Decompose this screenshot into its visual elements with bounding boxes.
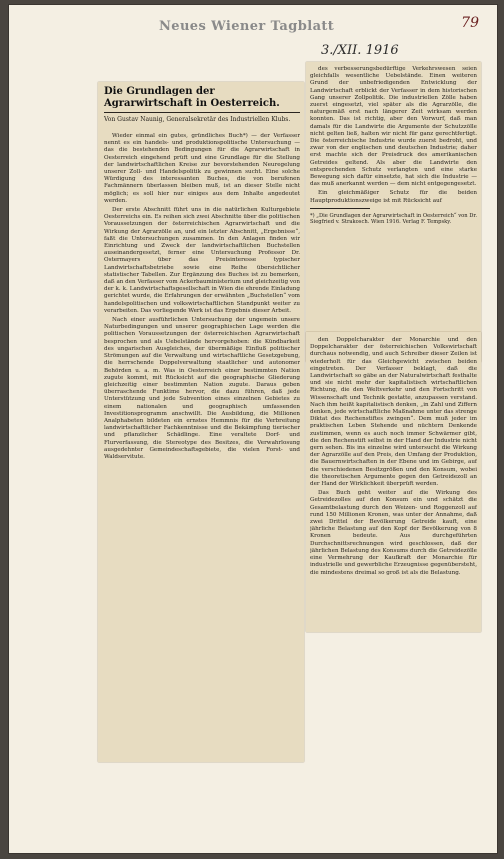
page-number: 79 [461,15,479,31]
paragraph: des verbesserungsbedürftige Verkehrswesen seien gleichfalls wesentliche Uebelstände. Einen weiteren Grund der unbefriedigenden Entwicklung der Landwirtschaft erblickt der Verfasser in dem historischen Gang unserer Zollpolitik. Die industriellen Zölle haben zuerst eingesetzt, viel später als die Agrarzölle, die naturgemäß erst nach längerer Zeit wirksam werden konnten. Das ist richtig, aber den Vorwurf, daß man damals für die Landwirte die Argumente der Schutzzölle nicht gelten ließ, halten wir nicht für ganz gerechtfertigt. Die österreichische Industrie wurde zuerst bedroht, und zwar von der englischen und deutschen Industrie; daher erst machte sich der Preisdruck des amerikanischen Getreides geltend. Als aber die Landwirte den entsprechenden Schutz verlangten und eine starke Bewegung sich dafür einsetzte, hat sich die Industrie — das muß anerkannt werden — dem nicht entgegengesetzt. [310,66,477,188]
footnote-rule [310,208,370,209]
handwritten-date: 3./XII. 1916 [321,43,399,58]
article-title: Die Grundlagen der Agrarwirtschaft in Oesterreich. [104,86,280,109]
paragraph: Ein gleichmäßiger Schutz für die beiden Hauptproduktionszweige ist mit Rücksicht auf [310,190,477,204]
right-bottom-text-column [310,337,477,629]
right-top-text-column [310,66,477,328]
title-divider [104,112,300,113]
footnote: *) „Die Grundlagen der Agrarwirtschaft in Oesterreich“ von Dr. Siegfried v. Strakosch. Wien 1916. Verlag F. Tempsky. [310,212,477,226]
paragraph: Das Buch geht weiter auf die Wirkung des Getreidezolles auf den Konsum ein und schätzt die Gesamtbelastung durch den Weizen- und Roggenzoll auf rund 150 Millionen Kronen, was unter der Annahme, daß zwei Drittel der Bevölkerung Getreide kauft, eine jährliche Belastung auf den Kopf der Bevölkerung von 8 Kronen bedeute. Aus durchgeführten Durchschnittsrechnungen wird geschlossen, daß der jährlichen Belastung des Konsums durch die Getreidezölle eine Vermehrung der Kaufkraft der Monarchie für industrielle und gewerbliche Erzeugnisse gegenübersteht, die mindestens dreimal so groß ist als die Belastung. [310,490,477,576]
paragraph: Der erste Abschnitt führt uns in die natürlichen Kulturgebiete Oesterreichs ein. Es reihen sich zwei Abschnitte über die politischen Voraussetzungen der österreichischen Agrarwirtschaft und die Wirkung der Agrarzölle an, und ein letzter Abschnitt, „Ergebnisse“, faßt die Untersuchungen zusammen. In den Anlagen finden wir Einrichtung und Zweck der landwirtschaftlichen Buchstellen auseinandergesetzt, ferner eine Untersuchung Professor Dr. Ostermayers über das Preisinteresse typischer Landwirtschaftsbetriebe sowie eine Reihe übersichtlicher statistischer Tabellen. Zur Ergänzung des Buches ist zu bemerken, daß an den Verfasser vom Ackerbauministerium und gleichzeitig von der k. k. Landwirtschaftsgesellschaft in Wien die ehrende Einladung gerichtet wurde, die Erfahrungen der erwähnten „Buchstellen“ vom handelspolitischen und volkswirtschaftlichen Standpunkt weiter zu verarbeiten. Das vorliegende Werk ist das Ergebnis dieser Arbeit. [104,207,300,314]
newspaper-title: Neues Wiener Tagblatt [159,19,335,34]
paragraph: den Doppelcharakter der Monarchie und den Doppelcharakter der österreichischen Volkswirtschaft durchaus notwendig, und auch Schreiber dieser Zeilen ist wiederholt für das Gleichgewicht zwischen beiden eingetreten. Der Verfasser beklagt, daß die Landwirtschaft so gäbe an der Naturalwirtschaft festhalte und sie nicht mehr der kapitalistisch wirtschaftlichen Richtung, die den Weltverkehr und den Fortschritt von Wissenschaft und Technik gestatte, anzupassen verstand. Nach ihm heißt kapitalistisch denken, „in Zahl und Ziffern denken, jede wirtschaftliche Maßnahme unter das strenge Diktat des Rechenstiftes zwingen“. Dem muß jeder im praktischen Leben Stehende und nüchtern Denkende zustimmen, wenn es auch noch immer Schwärmer gibt, die den Rechenstift selbst in der Hand der Industrie nicht gern sehen. Bis ins einzelne wird untersucht die Wirkung der Agrarzölle auf den Preis, den Umfang der Produktion, die Bauernwirtschaften in der Ebene und im Gebirge, auf die verschiedenen Besitzgrößen und den Konsum, wobei die theoretischen Argumente gegen den Getreidezoll an der Hand der Wirklichkeit überprüft werden. [310,337,477,488]
paragraph: Nach einer ausführlichen Untersuchung der ungemein unsere Naturbedingungen und unserer geographischen Lage werden die politischen Voraussetzungen der österreichischen Agrarwirtschaft besprochen und als Uebelstände hervorgehoben: die Kündbarkeit des ungarischen Ausgleiches, der übermäßige Einfluß politischer Strömungen auf die Verwaltung und wirtschaftliche Gesetzgebung, die herrschende Doppelverwaltung staatlicher und autonomer Behörden u. a. m. Was in Oesterreich einer bestimmten Nation zugute kommt, mit Rücksicht auf die geographische Gliederung gleichzeitig einer bestimmten Nation zugute. Daraus geben überraschende Funktime hervor, die dazu führen, daß jede Unterstützung und jede Subvention eines einzelnen Gebietes zu einem nationalen und geographisch umfassenden Investitionsprogramm anschwillt. Die Ausbildung, die Millionen Analphabeten bildeten ein ernstes Hemmnis für die Verbreitung landwirtschaftlicher Fachkenntnisse und die Bekämpfung tierischer und pflanzlicher Schädlinge. Eine veraltete Dorf- und Flurverfassung, die Stereotype des Besitzes, die Verwahrlosung ausgedehnter Gemeindeschaftsgebiete, die vielen Forst- und Waldservitute. [104,317,300,460]
article-byline: Von Gustav Naunig, Generalsekretär des Industriellen Klubs. [104,116,291,123]
left-text-column [104,133,300,758]
paragraph: Wieder einmal ein gutes, gründliches Buch*) — der Verfasser nennt es ein handels- und produktionspolitische Untersuchung — das die bestehenden Bedingungen für die Agrarwirtschaft in Oesterreich eingehend prüft und eine Grundlage für die Stellung der landwirtschaftlichen Kreise zur bevorstehenden Neuregelung unserer Zoll- und Handelspolitik zu gewinnen sucht. Eine solche Würdigung des interessanten Buches, die von berufenen Fachmännern überlassen bleiben muß, ist an dieser Stelle nicht möglich; es soll hier nur einiges aus dem Inhalte angedeutet werden. [104,133,300,204]
